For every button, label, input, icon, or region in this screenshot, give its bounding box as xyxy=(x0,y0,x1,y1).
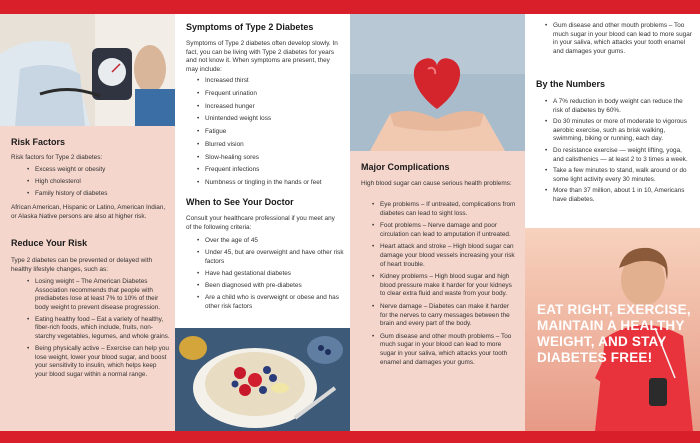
list-item: • A 7% reduction in body weight can reduce the risk of diabetes by 60%. xyxy=(543,98,693,115)
list-item: • Being physically active – Exercise can help you lose weight, lower your blood sugar, and boost your sensitivity to insulin, which helps keep your blood sugar within a normal range. xyxy=(25,345,170,379)
list-item: • Fatigue xyxy=(195,128,345,137)
list-item: • More than 37 million, about 1 in 10, Americans have diabetes. xyxy=(543,187,693,204)
symptoms-intro: Symptoms of Type 2 diabetes often develop slowly. In fact, you can be living with Type 2 diabetes for years and not know it. When symptoms are present, they may include: xyxy=(186,40,338,73)
list-item: • Slow-healing sores xyxy=(195,154,345,163)
list-item: • Eating healthy food – Eat a variety of healthy, fiber-rich foods, which include, fruits, non-starchy vegetables, legumes, and whole grains. xyxy=(25,316,170,342)
blood-pressure-photo xyxy=(0,14,175,126)
complications-heading: Major Complications xyxy=(361,162,450,172)
list-item: • Unintended weight loss xyxy=(195,115,345,124)
bottom-accent-bar xyxy=(0,431,700,443)
heart-in-hands-photo xyxy=(350,14,525,151)
list-item: • Over the age of 45 xyxy=(195,237,345,246)
panel-complications xyxy=(350,0,525,443)
see-doctor-intro: Consult your healthcare professional if you meet any of the following criteria: xyxy=(186,215,335,231)
list-item: • Eye problems – If untreated, complications from diabetes can lead to sight loss. xyxy=(370,201,518,218)
list-item: • Family history of diabetes xyxy=(25,190,170,199)
complications-list xyxy=(370,201,518,371)
list-item: • Excess weight or obesity xyxy=(25,166,170,175)
reduce-risk-heading: Reduce Your Risk xyxy=(11,238,88,248)
list-item: • Have had gestational diabetes xyxy=(195,270,345,279)
list-item: • Been diagnosed with pre-diabetes xyxy=(195,282,345,291)
list-item: • Are a child who is overweight or obese and has other risk factors xyxy=(195,294,345,311)
risk-factors-heading: Risk Factors xyxy=(11,137,66,147)
see-doctor-heading: When to See Your Doctor xyxy=(186,197,294,207)
list-item: • Foot problems – Nerve damage and poor circulation can lead to amputation if untreated. xyxy=(370,222,518,239)
list-item: • Do 30 minutes or more of moderate to vigorous aerobic exercise, such as brisk walking, swimming, biking or running, each day. xyxy=(543,118,693,144)
symptoms-list xyxy=(195,77,345,192)
list-item: • Gum disease and other mouth problems – Too much sugar in your blood can lead to more sugar in your saliva, which attacks your tooth enamel and damages your gums. xyxy=(543,22,693,56)
reduce-risk-list xyxy=(25,278,170,383)
list-item: • Nerve damage – Diabetes can make it harder for the nerves to carry messages between the brain and every part of the body. xyxy=(370,303,518,329)
list-item: • High cholesterol xyxy=(25,178,170,187)
risk-factors-note: African American, Hispanic or Latino, American Indian, or Alaska Native persons are also at higher risk. xyxy=(11,204,166,220)
list-item: • Under 45, but are overweight and have other risk factors xyxy=(195,249,345,266)
list-item: • Increased thirst xyxy=(195,77,345,86)
list-item: • Losing weight – The American Diabetes Association recommends that people with prediabetes lose at least 7% to 10% of their body weight to prevent disease progression. xyxy=(25,278,170,312)
panel-by-the-numbers xyxy=(525,0,700,443)
see-doctor-list xyxy=(195,237,345,315)
list-item: • Increased hunger xyxy=(195,103,345,112)
top-accent-bar xyxy=(0,0,700,14)
list-item: • Do resistance exercise — weight lifting, yoga, and calisthenics — at least 2 to 3 times a week. xyxy=(543,147,693,164)
panel-risk-factors xyxy=(0,0,175,443)
reduce-risk-intro: Type 2 diabetes can be prevented or delayed with healthy lifestyle changes, such as: xyxy=(11,257,153,273)
symptoms-heading: Symptoms of Type 2 Diabetes xyxy=(186,22,314,32)
complications-intro: High blood sugar can cause serious health problems: xyxy=(361,180,512,187)
continued-complications-list xyxy=(543,22,693,60)
list-item: • Frequent urination xyxy=(195,90,345,99)
oatmeal-bowl-photo xyxy=(175,328,350,431)
list-item: • Take a few minutes to stand, walk around or do some light activity every 30 minutes. xyxy=(543,167,693,184)
by-the-numbers-heading: By the Numbers xyxy=(536,79,606,89)
list-item: • Frequent infections xyxy=(195,166,345,175)
list-item: • Gum disease and other mouth problems – Too much sugar in your blood can lead to more sugar in your saliva, which attacks your tooth enamel and damages your gums. xyxy=(370,333,518,367)
list-item: • Heart attack and stroke – High blood sugar can damage your blood vessels increasing your risk of heart trouble. xyxy=(370,243,518,269)
by-the-numbers-list xyxy=(543,98,693,208)
slogan-text: EAT RIGHT, EXERCISE, MAINTAIN A HEALTHY WEIGHT, AND STAY DIABETES FREE! xyxy=(537,302,691,365)
list-item: • Kidney problems – High blood sugar and high blood pressure make it harder for your kidneys to clear extra fluid and waste from your body. xyxy=(370,273,518,299)
list-item: • Numbness or tingling in the hands or feet xyxy=(195,179,345,188)
risk-factors-intro: Risk factors for Type 2 diabetes: xyxy=(11,154,103,161)
panel-symptoms xyxy=(175,0,350,443)
risk-factors-list xyxy=(25,166,170,202)
list-item: • Blurred vision xyxy=(195,141,345,150)
